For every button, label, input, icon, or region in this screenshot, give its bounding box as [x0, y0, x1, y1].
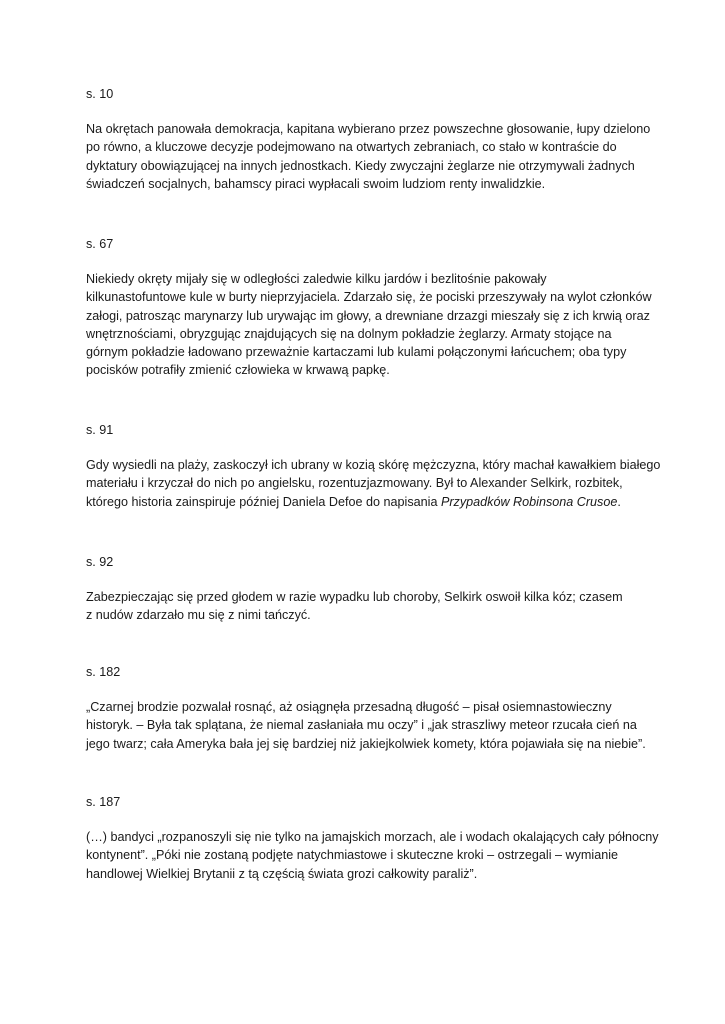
excerpt-section-s182: [86, 664, 646, 753]
paragraph-line: Na okrętach panowała demokracja, kapitana wybierano przez powszechne głosowanie, łupy dzielono: [86, 122, 651, 136]
excerpt-paragraph: [86, 588, 646, 625]
paragraph-line: Zabezpieczając się przed głodem w razie wypadku lub choroby, Selkirk oswoił kilka kóz; czasem: [86, 590, 623, 604]
paragraph-line: po równo, a kluczowe decyzje podejmowano na otwartych zebraniach, co stało w kontraście do: [86, 140, 617, 155]
excerpt-section-s67: [86, 236, 652, 380]
excerpt-paragraph: [86, 270, 652, 380]
paragraph-line: jego twarz; cała Ameryka bała jej się bardziej niż jakiejkolwiek komety, która pojawiała się na niebie”.: [86, 736, 646, 751]
excerpt-paragraph: [86, 456, 661, 511]
paragraph-line: kilkunastofuntowe kule w burty nieprzyjaciela. Zdarzało się, że pociski przeszywały na wylot członków: [86, 290, 652, 305]
excerpt-section-s10: [86, 86, 651, 193]
paragraph-line: [86, 493, 646, 511]
paragraph-line: świadczeń socjalnych, bahamscy piraci wypłacali swoim ludziom renty inwalidzkie.: [86, 176, 546, 191]
line-text: .: [617, 494, 621, 509]
paragraph-line: z nudów zdarzało mu się z nimi tańczyć.: [86, 608, 311, 623]
page-reference: s. 182: [86, 665, 121, 679]
paragraph-line: materiału i krzyczał do nich po angielsku, rozentuzjazmowany. Był to Alexander Selkirk, rozbitek,: [86, 476, 623, 491]
page-reference: s. 10: [86, 87, 114, 101]
paragraph-line: kontynent”. „Póki nie zostaną podjęte natychmiastowe i skuteczne kroki – ostrzegali – wymianie: [86, 848, 618, 863]
excerpt-paragraph: [86, 120, 651, 193]
excerpt-paragraph: [86, 698, 646, 753]
paragraph-line: pocisków potrafiły zmienić człowieka w krwawą papkę.: [86, 363, 390, 378]
paragraph-line: Gdy wysiedli na plaży, zaskoczył ich ubrany w kozią skórę mężczyzna, który machał kawałkiem białego: [86, 458, 661, 472]
paragraph-line: dyktatury obowiązującej na innych jednostkach. Kiedy zwyczajni żeglarze nie otrzymywali żadnych: [86, 158, 635, 173]
paragraph-line: historyk. – Była tak splątana, że niemal zasłaniała mu oczy” i „jak straszliwy meteor rzucała cień na: [86, 718, 637, 733]
paragraph-line: handlowej Wielkiej Brytanii z tą częścią świata grozi całkowity paraliż”.: [86, 866, 478, 881]
paragraph-line: załogi, patrosząc marynarzy lub urywając im głowy, a drewniane drzazgi mieszały się z ich krwią oraz: [86, 308, 650, 323]
page-reference: s. 91: [86, 423, 114, 437]
book-title-italic: Przypadków Robinsona Crusoe: [440, 494, 618, 509]
page-reference: s. 67: [86, 237, 114, 251]
excerpt-section-s91: [86, 422, 661, 511]
excerpt-section-s187: [86, 794, 659, 883]
excerpt-paragraph: [86, 828, 659, 883]
paragraph-line: górnym pokładzie ładowano przeważnie kartaczami lub kulami połączonymi łańcuchem; oba typy: [86, 345, 627, 360]
excerpt-section-s92: [86, 554, 646, 625]
line-text: którego historia zainspiruje później Daniela Defoe do napisania: [86, 494, 441, 509]
paragraph-line: Niekiedy okręty mijały się w odległości zaledwie kilku jardów i bezlitośnie pakowały: [86, 272, 547, 286]
page-reference: s. 92: [86, 555, 114, 569]
page-reference: s. 187: [86, 795, 121, 809]
paragraph-line: wnętrznościami, obryzgując znajdujących się na dolnym pokładzie żeglarzy. Armaty stojące na: [86, 326, 612, 341]
paragraph-line: „Czarnej brodzie pozwalał rosnąć, aż osiągnęła przesadną długość – pisał osiemnastowieczny: [86, 700, 612, 714]
paragraph-line: (…) bandyci „rozpanoszyli się nie tylko na jamajskich morzach, ale i wodach okalających cały północny: [86, 830, 659, 844]
